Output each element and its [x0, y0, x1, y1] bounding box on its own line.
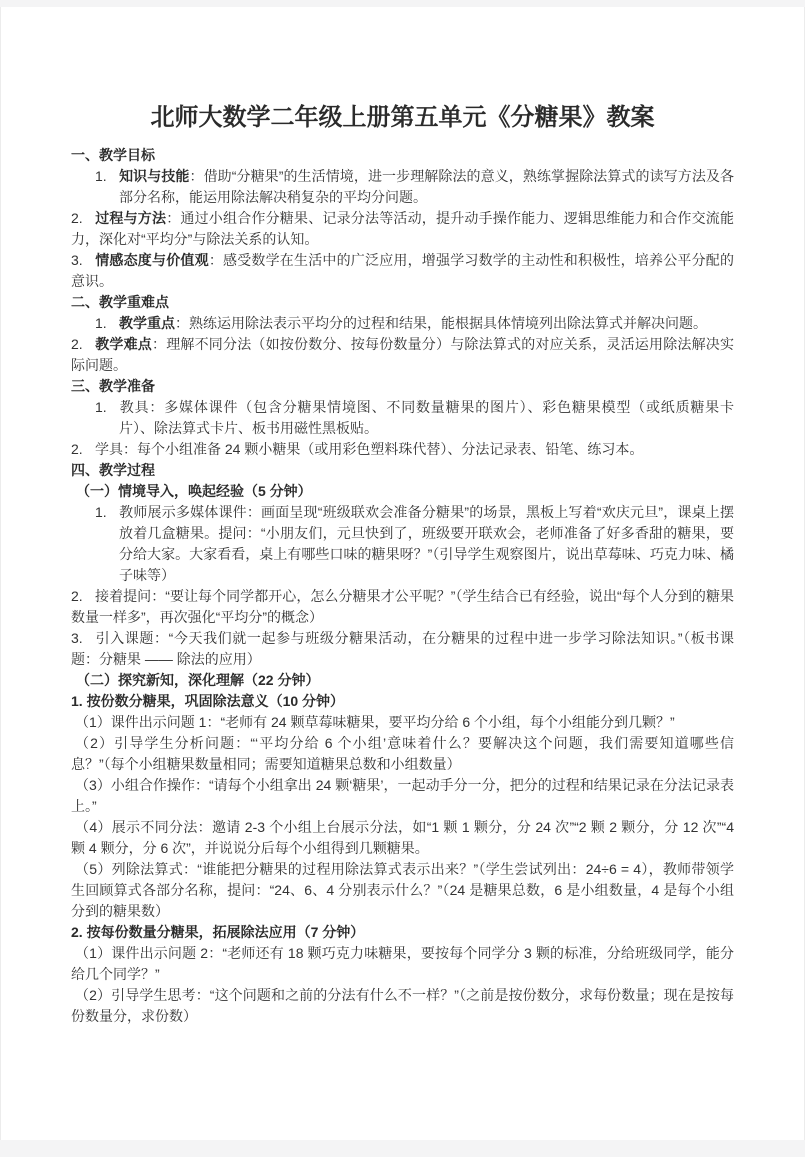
text-run: 教师展示多媒体课件：画面呈现“班级联欢会准备分糖果”的场景，黑板上写着“欢庆元旦”，课桌上摆放着几盒糖果。提问：“小朋友们，元旦快到了，班级要开联欢会，老师准备了好多香甜的糖果，要分给大家。大家看看，桌上有哪些口味的糖果呀？”（引导学生观察图片，说出草莓味、巧克力味、橘子味等） [119, 504, 734, 583]
section-heading [71, 376, 734, 397]
paragraph [71, 250, 734, 292]
bold-text-run: 1. 按份数分糖果，巩固除法意义（10 分钟） [71, 693, 345, 709]
bold-text-run: 二、教学重难点 [71, 294, 169, 310]
section-heading [71, 691, 734, 712]
document-body [71, 145, 734, 1027]
section-heading [71, 460, 734, 481]
bold-text-run: 四、教学过程 [71, 462, 155, 478]
paragraph [71, 817, 734, 859]
list-marker: 3. [71, 252, 83, 268]
bold-text-run: 教学难点 [95, 336, 152, 352]
list-marker: 3. [71, 630, 83, 646]
text-run: （3）小组合作操作：“请每个小组拿出 24 颗‘糖果’，一起动手分一分，把分的过程和结果记录在分法记录表上。” [71, 777, 734, 814]
text-run: ：理解不同分法（如按份数分、按每份数量分）与除法算式的对应关系，灵活运用除法解决实际问题。 [71, 336, 734, 373]
paragraph [71, 943, 734, 985]
paragraph [71, 985, 734, 1027]
list-marker: 2. [71, 336, 83, 352]
document-title: 北师大数学二年级上册第五单元《分糖果》教案 [150, 104, 655, 131]
paragraph [71, 775, 734, 817]
bold-text-run: 一、教学目标 [71, 147, 155, 163]
list-marker: 1. [95, 315, 107, 331]
text-run: （4）展示不同分法：邀请 2-3 个小组上台展示分法，如“1 颗 1 颗分，分 24 次”“2 颗 2 颗分，分 12 次”“4 颗 4 颗分，分 6 次”，并说说分后每个小组得到几颗糖果。 [71, 819, 734, 856]
section-heading [71, 481, 734, 502]
text-run: （5）列除法算式：“谁能把分糖果的过程用除法算式表示出来？”（学生尝试列出：24÷6 = 4），教师带领学生回顾算式各部分名称，提问：“24、6、4 分别表示什么？”（24 是糖果总数，6 是小组数量，4 是每个小组分到的糖果数） [71, 861, 734, 919]
bold-text-run: （一）情境导入，唤起经验（5 分钟） [76, 483, 312, 499]
paragraph [71, 712, 734, 733]
text-run: （2）引导学生思考：“这个问题和之前的分法有什么不一样？”（之前是按份数分，求每份数量；现在是按每份数量分，求份数） [71, 987, 734, 1024]
bold-text-run: 知识与技能 [119, 168, 190, 184]
list-marker: 1. [95, 399, 107, 415]
bold-text-run: 2. 按每份数量分糖果，拓展除法应用（7 分钟） [71, 924, 365, 940]
paragraph [71, 313, 734, 334]
paragraph [71, 208, 734, 250]
section-heading [71, 292, 734, 313]
bold-text-run: 三、教学准备 [71, 378, 155, 394]
bold-text-run: 情感态度与价值观 [95, 252, 209, 268]
paragraph [71, 439, 734, 460]
paragraph [71, 628, 734, 670]
section-heading [71, 670, 734, 691]
paragraph [71, 733, 734, 775]
section-heading [71, 145, 734, 166]
text-run: 学具：每个小组准备 24 颗小糖果（或用彩色塑料珠代替）、分法记录表、铅笔、练习本。 [95, 441, 644, 457]
list-marker: 2. [71, 588, 83, 604]
text-run: （1）课件出示问题 2：“老师还有 18 颗巧克力味糖果，要按每个同学分 3 颗的标准，分给班级同学，能分给几个同学？” [71, 945, 734, 982]
document-page [0, 7, 805, 1140]
text-run: ：借助“分糖果”的生活情境，进一步理解除法的意义，熟练掌握除法算式的读写方法及各部分名称，能运用除法解决稍复杂的平均分问题。 [119, 168, 735, 205]
text-run: 接着提问：“要让每个同学都开心，怎么分糖果才公平呢？”（学生结合已有经验，说出“每个人分到的糖果数量一样多”，再次强化“平均分”的概念） [71, 588, 734, 625]
paragraph [71, 334, 734, 376]
paragraph [71, 397, 734, 439]
text-run: 教具：多媒体课件（包含分糖果情境图、不同数量糖果的图片）、彩色糖果模型（或纸质糖果卡片）、除法算式卡片、板书用磁性黑板贴。 [119, 399, 734, 436]
section-heading [71, 922, 734, 943]
text-run: （2）引导学生分析问题：“‘平均分给 6 个小组’意味着什么？要解决这个问题，我们需要知道哪些信息？”（每个小组糖果数量相同；需要知道糖果总数和小组数量） [71, 735, 734, 772]
paragraph [71, 586, 734, 628]
text-run: 引入课题：“今天我们就一起参与班级分糖果活动，在分糖果的过程中进一步学习除法知识。”（板书课题：分糖果 —— 除法的应用） [71, 630, 734, 667]
bold-text-run: 教学重点 [119, 315, 175, 331]
text-run: ：熟练运用除法表示平均分的过程和结果，能根据具体情境列出除法算式并解决问题。 [175, 315, 707, 331]
paragraph [71, 166, 734, 208]
bold-text-run: 过程与方法 [95, 210, 167, 226]
list-marker: 1. [95, 504, 107, 520]
bold-text-run: （二）探究新知，深化理解（22 分钟） [76, 672, 320, 688]
list-marker: 1. [95, 168, 107, 184]
list-marker: 2. [71, 441, 83, 457]
text-run: （1）课件出示问题 1：“老师有 24 颗草莓味糖果，要平均分给 6 个小组，每个小组能分到几颗？” [75, 714, 675, 730]
text-run: ：感受数学在生活中的广泛应用，增强学习数学的主动性和积极性，培养公平分配的意识。 [71, 252, 735, 289]
text-run: ：通过小组合作分糖果、记录分法等活动，提升动手操作能力、逻辑思维能力和合作交流能力，深化对“平均分”与除法关系的认知。 [71, 210, 735, 247]
paragraph [71, 502, 734, 586]
list-marker: 2. [71, 210, 83, 226]
paragraph [71, 859, 734, 922]
